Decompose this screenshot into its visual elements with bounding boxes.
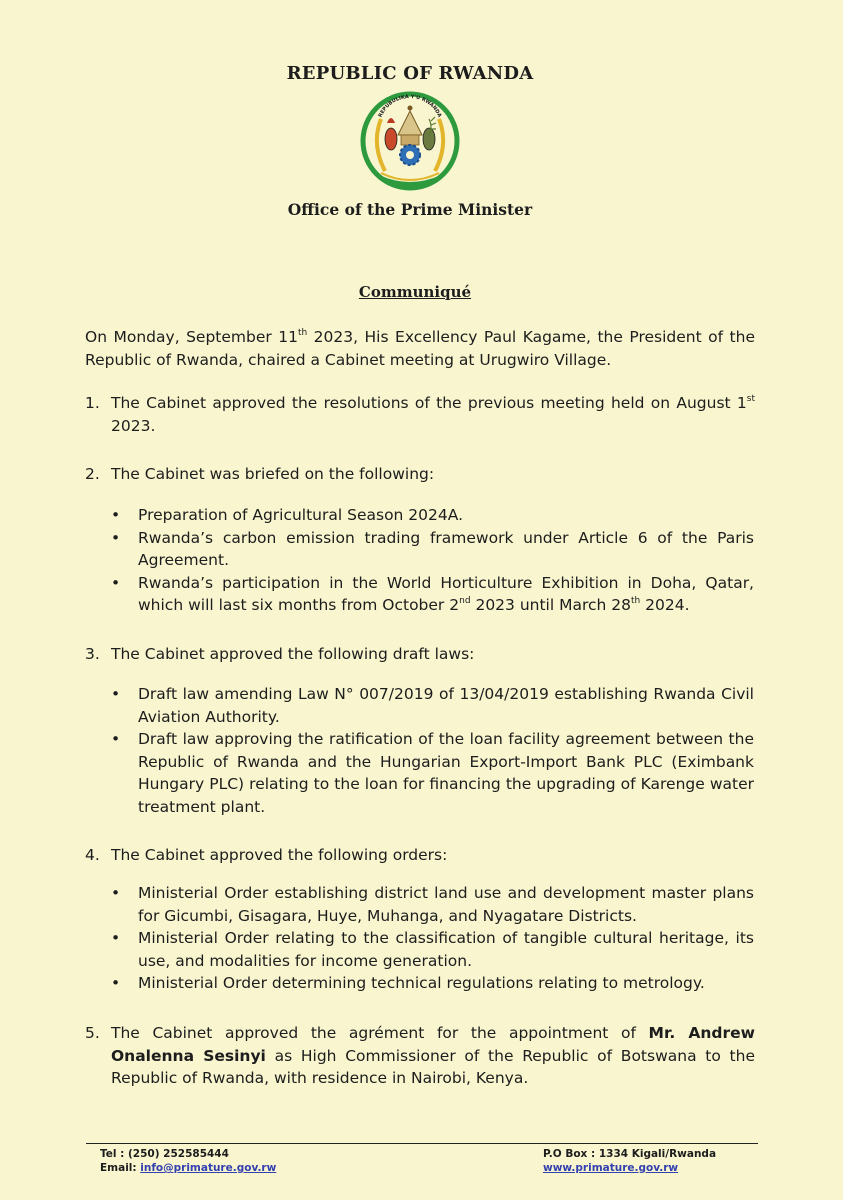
- item-text: The Cabinet approved the following orders:: [111, 846, 448, 864]
- footer-email-label: Email:: [100, 1162, 141, 1174]
- item-text: The Cabinet was briefed on the following:: [111, 465, 435, 483]
- bullet-dot: •: [111, 929, 121, 947]
- item-number: 5.: [85, 1024, 100, 1042]
- resolution-item-4: [85, 844, 755, 867]
- bullet-dot: •: [111, 573, 121, 592]
- rwanda-coat-of-arms-emblem: [359, 89, 461, 197]
- intro-text-part: 2023, His Excellency Paul Kagame, the President of the Republic of Rwanda, chaired a Cabinet meeting at Urugwiro Village.: [85, 328, 755, 369]
- bullet-dot: •: [111, 730, 121, 748]
- appointee-name: Mr. Andrew Onalenna Sesinyi: [111, 1024, 755, 1065]
- item-number: 2.: [85, 465, 100, 483]
- resolution-item-5: [85, 1022, 755, 1090]
- bullet-item: [111, 572, 754, 617]
- item-text-part: The Cabinet approved the agrément for the appointment of: [111, 1024, 649, 1042]
- item-number: 3.: [85, 645, 100, 663]
- footer-website-link[interactable]: www.primature.gov.rw: [543, 1162, 679, 1174]
- item-superscript: st: [746, 393, 755, 404]
- footer-email-link[interactable]: info@primature.gov.rw: [140, 1162, 277, 1174]
- bullet-item: [111, 504, 754, 527]
- item-text: [111, 392, 755, 437]
- bullet-text: 2023 until March 28: [470, 596, 631, 614]
- bullet-item: [111, 683, 754, 728]
- bullet-item: [111, 527, 754, 572]
- svg-text:REPUBULIKA Y'U RWANDA: REPUBULIKA Y'U RWANDA: [377, 93, 443, 119]
- bullet-item: [111, 927, 754, 972]
- footer-contact-right: [543, 1147, 716, 1175]
- footer-contact-left: [100, 1147, 276, 1175]
- footer-divider: [86, 1143, 758, 1144]
- bullet-text: Draft law amending Law N° 007/2019 of 13/04/2019 establishing Rwanda Civil Aviation Authority.: [138, 685, 754, 726]
- intro-paragraph: [85, 326, 755, 371]
- bullet-dot: •: [111, 528, 121, 547]
- item-text-part: 2023.: [111, 416, 156, 435]
- resolution-item-3: [85, 643, 755, 666]
- bullet-text: 2024.: [640, 596, 690, 614]
- bullet-item: [111, 972, 754, 995]
- office-heading: Office of the Prime Minister: [287, 200, 533, 219]
- footer-po-box: P.O Box : 1334 Kigali/Rwanda: [543, 1148, 717, 1160]
- bullet-superscript: nd: [459, 595, 471, 606]
- resolution-item-1: [85, 392, 755, 437]
- intro-text-part: On Monday, September 11: [85, 328, 298, 346]
- bullet-item: [111, 728, 754, 818]
- bullet-dot: •: [111, 685, 121, 703]
- bullet-dot: •: [111, 506, 121, 524]
- item-text: The Cabinet approved the following draft laws:: [111, 645, 475, 663]
- country-heading: REPUBLIC OF RWANDA: [286, 63, 534, 84]
- draft-laws-bullet-list: [111, 683, 754, 818]
- footer-email-row: [100, 1161, 276, 1175]
- bullet-text: Preparation of Agricultural Season 2024A.: [138, 506, 464, 524]
- bullet-text: Ministerial Order determining technical regulations relating to metrology.: [138, 974, 705, 992]
- bullet-dot: •: [111, 884, 121, 902]
- bullet-item: [111, 882, 754, 927]
- item-text-part: The Cabinet approved the resolutions of the previous meeting held on August 1: [111, 394, 747, 412]
- bullet-dot: •: [111, 974, 121, 992]
- bullet-text: Ministerial Order establishing district land use and development master plans for Gicumbi, Gisagara, Huye, Muhanga, and Nyagatare Districts.: [138, 884, 754, 925]
- communique-title: Communiqué: [358, 283, 472, 301]
- item-text-part: as High Commissioner of the Republic of Botswana to the Republic of Rwanda, with residence in Nairobi, Kenya.: [111, 1046, 755, 1087]
- bullet-text: Ministerial Order relating to the classification of tangible cultural heritage, its use, and modalities for income generation.: [138, 929, 754, 970]
- intro-superscript: th: [297, 327, 308, 338]
- bullet-text: Rwanda’s participation in the World Horticulture Exhibition in Doha, Qatar, which will last six months from October 2: [138, 573, 754, 614]
- orders-bullet-list: [111, 882, 754, 995]
- item-number: 1.: [85, 394, 100, 412]
- bullet-text: Draft law approving the ratification of the loan facility agreement between the Republic of Rwanda and the Hungarian Export-Import Bank PLC (Eximbank Hungary PLC) relating to the loan for financing the upgrading of Karenge water treatment plant.: [138, 730, 754, 816]
- item-number: 4.: [85, 846, 100, 864]
- footer-telephone: Tel : (250) 252585444: [100, 1148, 229, 1160]
- item-text: [111, 1022, 755, 1090]
- briefing-bullet-list: [111, 504, 754, 617]
- bullet-superscript: th: [631, 595, 641, 606]
- bullet-text: Rwanda’s carbon emission trading framework under Article 6 of the Paris Agreement.: [138, 528, 754, 569]
- resolution-item-2: [85, 463, 755, 486]
